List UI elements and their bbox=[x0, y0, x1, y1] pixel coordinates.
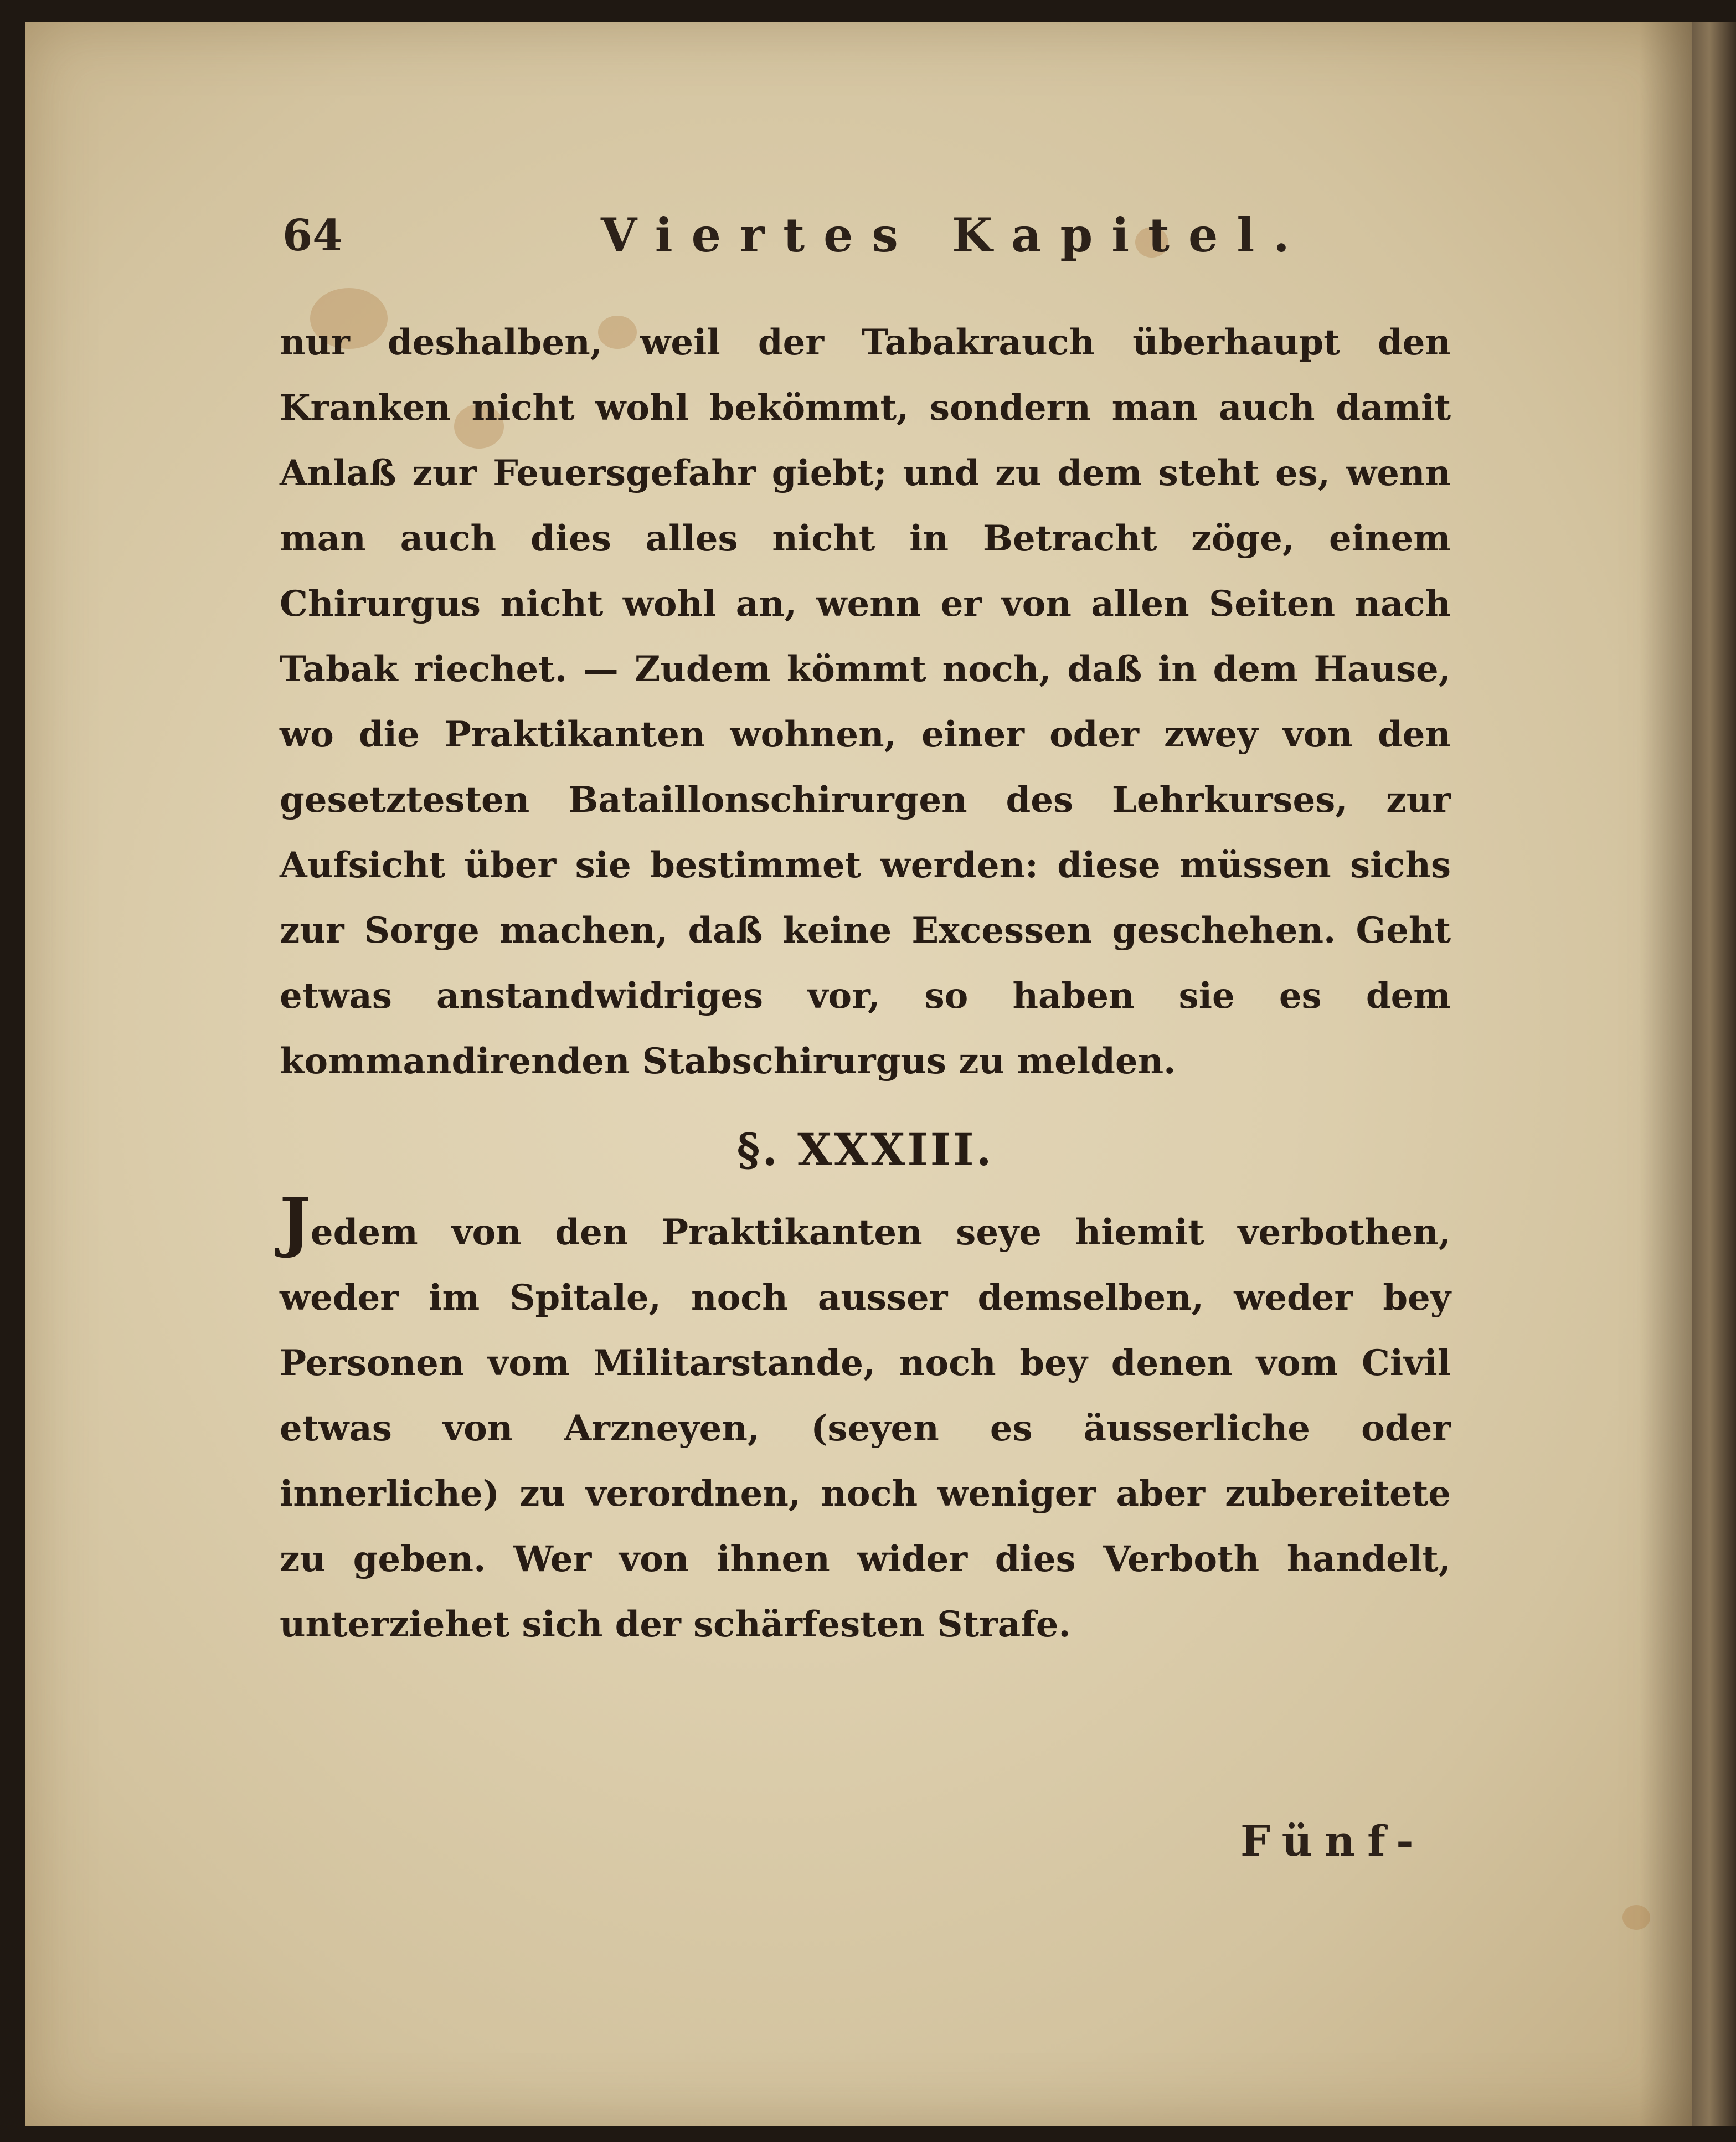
section-paragraph bbox=[280, 1183, 1451, 1657]
section-body: edem von den Praktikanten seye hiemit verbothen, weder im Spitale, noch ausser demselben, weder bey Personen vom Militarstande, noch bey denen vom Civil etwas von Arzneyen, (seyen es äusserliche oder innerliche) zu verordnen, noch weniger aber zubereitete zu geben. Wer von ihnen wider dies Verboth handelt, unterziehet sich der schärfesten Strafe. bbox=[280, 1212, 1451, 1645]
running-head: Viertes Kapitel. bbox=[601, 208, 1309, 262]
paragraph-continued: nur deshalben, weil der Tabakrauch überhaupt den Kranken nicht wohl bekömmt, sondern man auch damit Anlaß zur Feuersgefahr giebt; und zu dem steht es, wenn man auch dies alles nicht in Betracht zöge, einem Chirurgus nicht wohl an, wenn er von allen Seiten nach Tabak riechet. — Zudem kömmt noch, daß in dem Hause, wo die Praktikanten wohnen, einer oder zwey von den gesetztesten Bataillonschirurgen des Lehrkurses, zur Aufsicht über sie bestimmet werden: diese müssen sichs zur Sorge machen, daß keine Excessen geschehen. Geht etwas anstandwidriges vor, so haben sie es dem kommandirenden Stabschirurgus zu melden. bbox=[280, 322, 1451, 1082]
section-heading: §. XXXIII. bbox=[736, 1124, 994, 1176]
page-edge bbox=[1692, 22, 1736, 2126]
foxing-stain bbox=[1622, 1905, 1650, 1930]
drop-cap: J bbox=[280, 1183, 311, 1260]
gutter-shadow bbox=[1639, 22, 1692, 2126]
catchword: Fünf- bbox=[1240, 1816, 1426, 1866]
main-text bbox=[280, 310, 1451, 1657]
page-header bbox=[282, 205, 1467, 266]
page-number: 64 bbox=[282, 210, 343, 261]
